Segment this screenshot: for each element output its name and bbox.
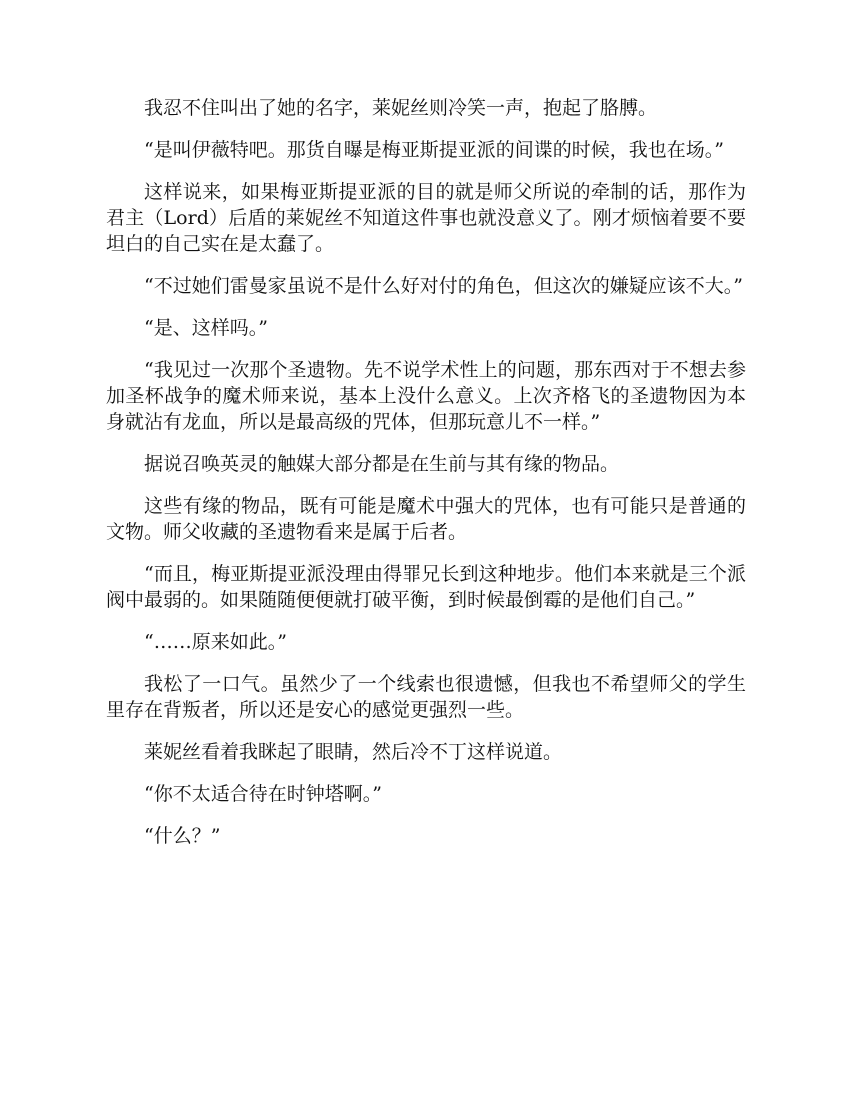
paragraph: 据说召唤英灵的触媒大部分都是在生前与其有缘的物品。: [144, 453, 620, 475]
paragraph: “……原来如此。”: [144, 631, 287, 653]
paragraph: 这样说来，如果梅亚斯提亚派的目的就是师父所说的牵制的话，那作为君主（Lord）后盾的莱妮丝不知道这件事也就没意义了。刚才烦恼着要不要坦白的自己实在是太蠢了。: [106, 181, 746, 255]
paragraph: “是、这样吗。”: [144, 317, 268, 339]
paragraph: 莱妮丝看着我眯起了眼睛，然后冷不丁这样说道。: [144, 741, 563, 763]
paragraph: “我见过一次那个圣遗物。先不说学术性上的问题，那东西对于不想去参加圣杯战争的魔术师来说，基本上没什么意义。上次齐格飞的圣遗物因为本身就沾有龙血，所以是最高级的咒体，但那玩意儿不一样。”: [106, 359, 746, 433]
paragraph: “是叫伊薇特吧。那货自曝是梅亚斯提亚派的间谍的时候，我也在场。”: [144, 139, 724, 161]
paragraph: “什么？”: [144, 825, 221, 847]
body-text: [106, 95, 746, 865]
paragraph: “你不太适合待在时钟塔啊。”: [144, 783, 382, 805]
paragraph: 这些有缘的物品，既有可能是魔术中强大的咒体，也有可能只是普通的文物。师父收藏的圣遗物看来是属于后者。: [106, 495, 746, 543]
paragraph: 我松了一口气。虽然少了一个线索也很遗憾，但我也不希望师父的学生里存在背叛者，所以还是安心的感觉更强烈一些。: [106, 673, 746, 721]
paragraph: 我忍不住叫出了她的名字，莱妮丝则冷笑一声，抱起了胳膊。: [144, 97, 658, 119]
paragraph: “不过她们雷曼家虽说不是什么好对付的角色，但这次的嫌疑应该不大。”: [144, 275, 743, 297]
paragraph: “而且，梅亚斯提亚派没理由得罪兄长到这种地步。他们本来就是三个派阀中最弱的。如果随随便便就打破平衡，到时候最倒霉的是他们自己。”: [106, 563, 746, 611]
